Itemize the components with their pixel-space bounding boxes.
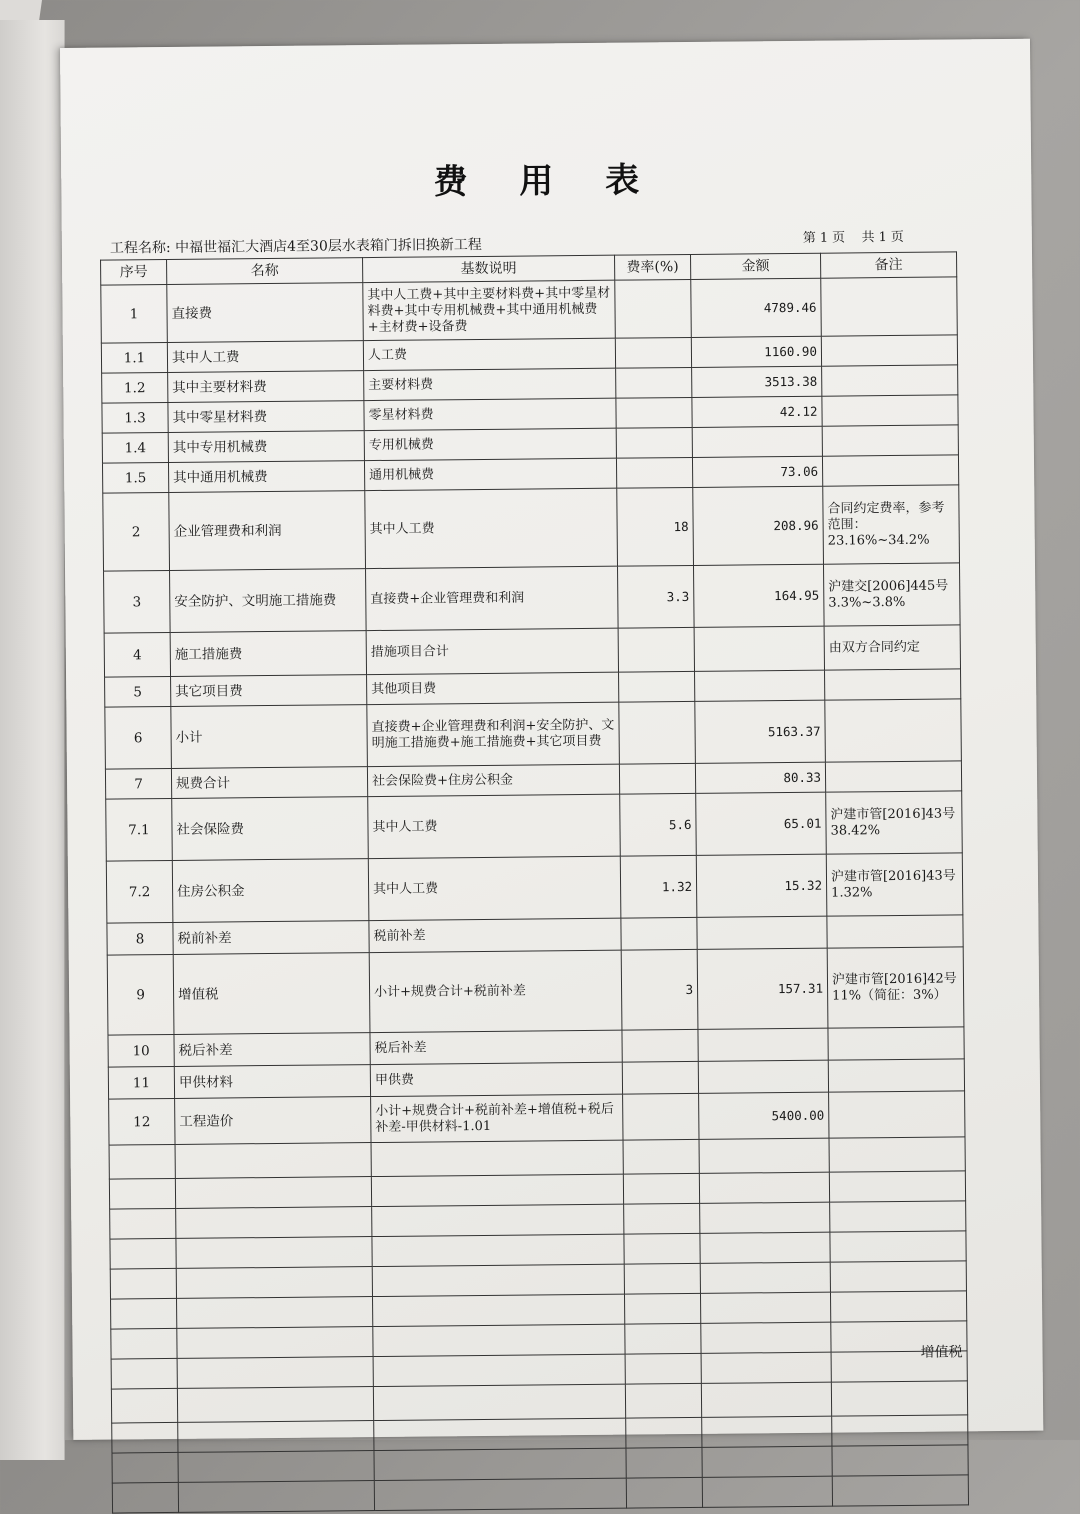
blank-cell (829, 1171, 965, 1202)
cell-rate: 5.6 (620, 793, 697, 856)
blank-cell (832, 1415, 968, 1446)
document-title: 费 用 表 (433, 160, 660, 203)
blank-cell (110, 1208, 176, 1239)
blank-cell (372, 1294, 624, 1326)
blank-cell (830, 1231, 966, 1262)
cell-rate (616, 427, 692, 458)
cell-name: 其中主要材料费 (168, 371, 364, 403)
total-prefix: 共 (861, 230, 875, 246)
cell-amount: 65.01 (696, 792, 827, 855)
cell-name: 其中零星材料费 (168, 401, 364, 433)
blank-cell (111, 1298, 177, 1329)
cell-no: 1.4 (102, 432, 168, 463)
cell-name: 施工措施费 (170, 631, 366, 677)
table-row (101, 277, 958, 343)
cell-amount: 15.32 (696, 854, 827, 917)
header-rate: 费率(%) (615, 254, 691, 280)
blank-cell (374, 1478, 626, 1510)
cell-note (822, 425, 958, 456)
cell-note (829, 1091, 965, 1138)
cell-note (825, 761, 961, 792)
cell-no: 12 (109, 1098, 175, 1145)
cell-note: 由双方合同约定 (824, 625, 960, 670)
blank-cell (109, 1178, 175, 1209)
cell-name: 安全防护、文明施工措施费 (170, 569, 367, 633)
blank-cell (175, 1177, 371, 1209)
cell-rate (616, 397, 692, 428)
cell-rate (618, 627, 694, 672)
page-info (801, 226, 906, 246)
cell-basis: 直接费+企业管理费和利润+安全防护、文明施工措施费+施工措施费+其它项目费 (367, 702, 620, 766)
blank-cell (700, 1202, 830, 1233)
blank-cell (829, 1137, 965, 1172)
table-row (107, 947, 964, 1035)
cell-no: 11 (108, 1066, 174, 1099)
cell-note: 合同约定费率，参考范围：23.16%~34.2% (823, 485, 960, 564)
blank-cell (832, 1445, 968, 1476)
cell-rate: 18 (617, 487, 694, 566)
cell-name: 直接费 (167, 283, 364, 343)
cell-rate (615, 279, 692, 338)
cell-amount (698, 1060, 828, 1093)
table-row (106, 791, 963, 861)
cell-name: 其它项目费 (171, 675, 367, 707)
cell-amount: 4789.46 (691, 278, 822, 337)
page-number: 1 (819, 230, 829, 246)
blank-cell (111, 1358, 177, 1389)
cell-no: 7 (105, 768, 171, 799)
blank-cell (701, 1382, 831, 1417)
cell-rate (615, 337, 691, 368)
cell-no: 6 (105, 706, 172, 769)
blank-cell (702, 1416, 832, 1447)
cell-basis: 税前补差 (369, 918, 621, 952)
cell-basis: 其中人工费 (368, 856, 621, 920)
page-unit: 页 (832, 230, 846, 246)
blank-cell (830, 1201, 966, 1232)
cell-no: 1.3 (102, 402, 168, 433)
cell-note: 沪建市管[2016]42号 11%（简征：3%） (827, 947, 964, 1028)
cell-amount (697, 916, 827, 949)
header-basis: 基数说明 (363, 255, 615, 282)
blank-cell (109, 1144, 175, 1179)
blank-cell (626, 1447, 702, 1478)
cell-rate: 3 (621, 949, 698, 1030)
cell-basis: 社会保险费+住房公积金 (367, 764, 619, 796)
cell-amount: 208.96 (693, 486, 824, 565)
cell-name: 增值税 (173, 953, 370, 1035)
blank-cell (178, 1451, 374, 1483)
blank-cell (624, 1293, 700, 1324)
cell-name: 税后补差 (174, 1033, 370, 1067)
cell-name: 工程造价 (175, 1097, 371, 1145)
blank-cell (625, 1383, 701, 1418)
cell-basis: 甲供费 (370, 1062, 622, 1096)
cell-amount: 5163.37 (695, 700, 826, 763)
blank-cell (371, 1174, 623, 1206)
blank-cell (373, 1354, 625, 1386)
cell-note (822, 395, 958, 426)
blank-cell (110, 1268, 176, 1299)
cell-no: 1.1 (101, 342, 167, 373)
table-body (101, 277, 969, 1513)
blank-cell (175, 1143, 371, 1179)
blank-cell (626, 1417, 702, 1448)
blank-cell (176, 1207, 372, 1239)
blank-cell (176, 1237, 372, 1269)
blank-cell (701, 1352, 831, 1383)
cell-rate (619, 763, 695, 794)
blank-cell (625, 1323, 701, 1354)
cell-basis: 其中人工费 (365, 488, 618, 568)
cell-amount: 5400.00 (699, 1092, 829, 1139)
cell-no: 5 (105, 676, 171, 707)
blank-cell (700, 1232, 830, 1263)
blank-cell (112, 1422, 178, 1453)
cell-note: 沪建市管[2016]43号 1.32% (826, 853, 963, 916)
cell-no: 3 (104, 570, 171, 633)
blank-cell (625, 1353, 701, 1384)
cell-basis: 小计+规费合计+税前补差+增值税+税后补差-甲供材料-1.01 (371, 1094, 623, 1142)
cell-note (828, 1027, 964, 1060)
total-pages: 1 (878, 230, 887, 246)
blank-cell (373, 1384, 625, 1420)
cell-name: 其中通用机械费 (168, 461, 364, 493)
cell-rate (623, 1093, 699, 1140)
cell-note (827, 915, 963, 948)
underlying-page (0, 20, 65, 1460)
cell-no: 4 (104, 632, 170, 677)
header-name: 名称 (167, 258, 363, 285)
blank-cell (623, 1139, 699, 1174)
cell-name: 小计 (171, 705, 368, 769)
project-line (110, 234, 482, 258)
cell-amount: 3513.38 (692, 366, 822, 397)
blank-cell (371, 1140, 623, 1176)
blank-cell (372, 1264, 624, 1296)
blank-cell (177, 1357, 373, 1389)
blank-cell (176, 1267, 372, 1299)
cell-basis: 措施项目合计 (366, 628, 618, 674)
blank-cell (374, 1448, 626, 1480)
table-row (105, 699, 962, 769)
cell-amount: 73.06 (692, 456, 822, 487)
blank-cell (832, 1475, 968, 1506)
header-no: 序号 (101, 259, 167, 285)
cell-note (828, 1059, 964, 1092)
blank-cell (177, 1297, 373, 1329)
cell-amount (698, 1028, 828, 1061)
cell-name: 税前补差 (173, 921, 369, 955)
cell-amount: 1160.90 (691, 336, 821, 367)
cell-amount (692, 426, 822, 457)
cell-note (821, 277, 958, 336)
page-prefix: 第 (802, 230, 816, 246)
cell-rate (616, 457, 692, 488)
cell-basis: 直接费+企业管理费和利润 (366, 566, 619, 630)
blank-cell (372, 1204, 624, 1236)
cell-basis: 税后补差 (370, 1030, 622, 1064)
cell-note (822, 455, 958, 486)
blank-cell (111, 1328, 177, 1359)
document-sheet (60, 39, 1043, 1440)
blank-cell (699, 1172, 829, 1203)
cell-no: 7.1 (106, 798, 173, 861)
table-row (104, 563, 961, 633)
cell-basis: 人工费 (363, 338, 615, 370)
cell-no: 1.5 (102, 462, 168, 493)
total-unit: 页 (890, 229, 904, 246)
cell-note: 沪建交[2006]445号 3.3%~3.8% (823, 563, 960, 626)
cell-amount: 80.33 (695, 762, 825, 793)
cell-no: 9 (107, 954, 174, 1035)
cell-basis: 通用机械费 (364, 458, 616, 490)
table-row (109, 1091, 965, 1145)
cell-note (825, 699, 962, 762)
cell-no: 10 (108, 1034, 174, 1067)
cell-amount: 157.31 (697, 948, 828, 1029)
blank-cell (372, 1234, 624, 1266)
blank-cell (831, 1381, 967, 1416)
blank-cell (178, 1481, 374, 1513)
cell-rate: 1.32 (620, 855, 697, 918)
cell-no: 1 (101, 284, 168, 343)
cell-name: 企业管理费和利润 (169, 491, 366, 571)
blank-cell (112, 1452, 178, 1483)
cell-amount: 42.12 (692, 396, 822, 427)
cell-name: 规费合计 (171, 767, 367, 799)
blank-cell (830, 1261, 966, 1292)
cell-no: 1.2 (102, 372, 168, 403)
cell-name: 其中专用机械费 (168, 431, 364, 463)
cell-basis: 专用机械费 (364, 428, 616, 460)
cell-no: 8 (107, 922, 173, 955)
cell-basis: 其他项目费 (367, 672, 619, 704)
cell-rate (622, 1061, 698, 1094)
blank-cell (178, 1421, 374, 1453)
cell-name: 社会保险费 (172, 797, 369, 861)
blank-cell (702, 1476, 832, 1507)
blank-cell (177, 1387, 373, 1423)
header-amount: 金额 (691, 253, 821, 279)
cell-note (821, 335, 957, 366)
blank-cell (700, 1292, 830, 1323)
project-name: 中福世福汇大酒店4至30层水表箱门拆旧换新工程 (175, 236, 482, 256)
cell-name: 其中人工费 (167, 341, 363, 373)
cell-name: 住房公积金 (172, 859, 369, 923)
fee-table (100, 251, 969, 1513)
cell-note: 沪建市管[2016]43号 38.42% (826, 791, 963, 854)
blank-cell (699, 1138, 829, 1173)
cell-rate (616, 367, 692, 398)
cell-no: 2 (103, 492, 170, 571)
cell-rate: 3.3 (617, 565, 694, 628)
blank-cell (623, 1173, 699, 1204)
table-row (103, 485, 960, 571)
cell-basis: 其中人工费 (368, 794, 621, 858)
cell-rate (622, 1029, 698, 1062)
cell-note (822, 365, 958, 396)
cell-no: 7.2 (106, 860, 173, 923)
blank-cell (626, 1477, 702, 1508)
cell-basis: 主要材料费 (364, 368, 616, 400)
cell-basis: 小计+规费合计+税前补差 (369, 950, 622, 1032)
blank-cell (700, 1262, 830, 1293)
cell-rate (619, 701, 696, 764)
cell-basis: 其中人工费+其中主要材料费+其中零星材料费+其中专用机械费+其中通用机械费+主材费+设备费 (363, 280, 616, 340)
cell-rate (619, 671, 695, 702)
footer-label: 增值税 (920, 1344, 963, 1361)
cell-amount (694, 626, 824, 671)
cell-basis: 零星材料费 (364, 398, 616, 430)
blank-cell (624, 1203, 700, 1234)
cell-note (825, 669, 961, 700)
table-row (106, 853, 963, 923)
blank-cell (110, 1238, 176, 1269)
cell-amount (695, 670, 825, 701)
project-label: 工程名称: (109, 239, 171, 257)
cell-rate (621, 917, 697, 950)
blank-cell (177, 1327, 373, 1359)
blank-cell (624, 1233, 700, 1264)
blank-cell (111, 1388, 177, 1423)
blank-cell (701, 1322, 831, 1353)
blank-cell (830, 1291, 966, 1322)
blank-cell (374, 1418, 626, 1450)
blank-cell (373, 1324, 625, 1356)
cell-name: 甲供材料 (174, 1065, 370, 1099)
blank-cell (112, 1482, 178, 1513)
blank-cell (702, 1446, 832, 1477)
cell-amount: 164.95 (693, 564, 824, 627)
header-note: 备注 (821, 252, 957, 278)
blank-cell (624, 1263, 700, 1294)
